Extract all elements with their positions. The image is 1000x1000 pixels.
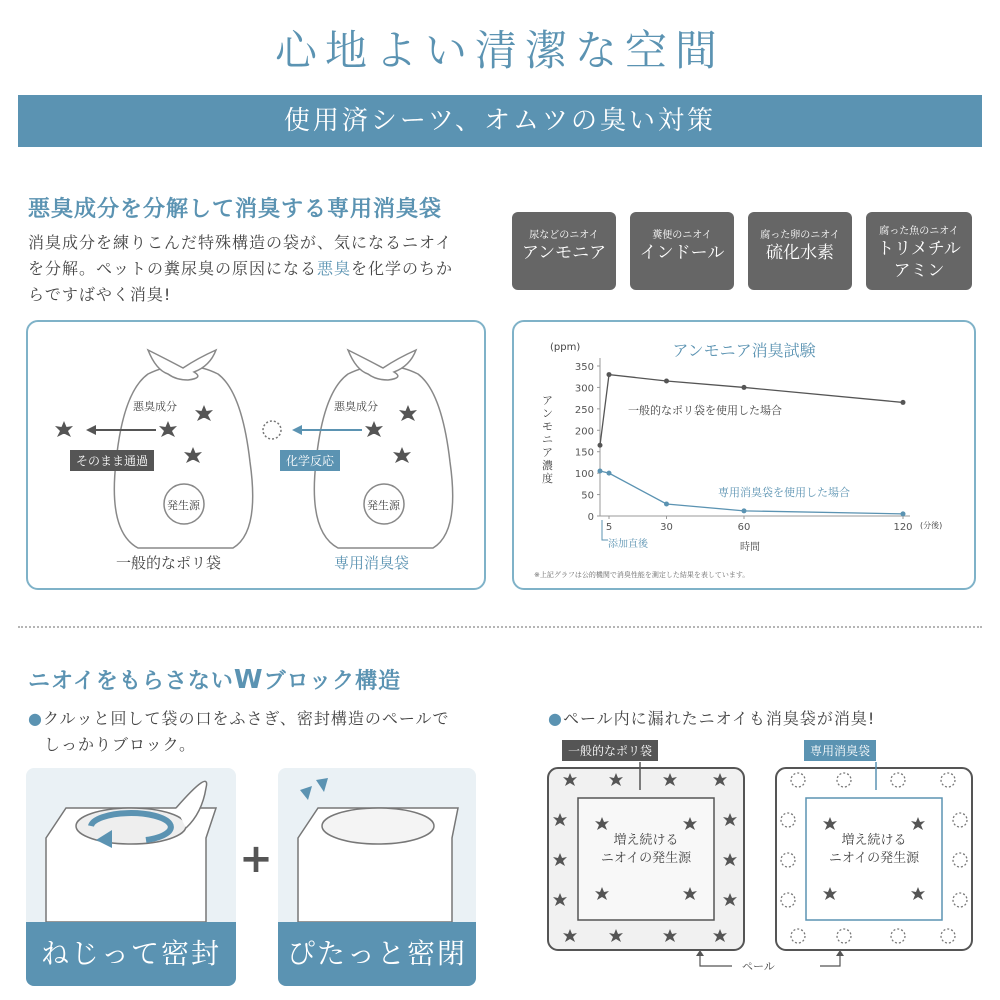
- chart-note: ※上記グラフは公的機関で消臭性能を測定した結果を表しています。: [534, 571, 750, 579]
- odor-dashed-icon: [263, 421, 281, 439]
- twist-seal-illustration: [26, 768, 236, 922]
- pail-left-tag: 一般的なポリ袋: [562, 740, 658, 761]
- chemical-reaction-tag: 化学反応: [280, 450, 340, 471]
- y-tick-label: 300: [574, 383, 594, 395]
- heading-part: ニオイをもらさない: [28, 669, 234, 694]
- tight-close-illustration: [278, 768, 476, 922]
- source-line: ニオイの発生源: [600, 851, 692, 866]
- series-line-2: [600, 471, 903, 514]
- legend-series-1: 一般的なポリ袋を使用した場合: [628, 404, 782, 417]
- x-tick-label: 30: [660, 522, 673, 533]
- odor-tag-ammonia: [512, 212, 616, 290]
- y-tick-label: 150: [574, 447, 594, 459]
- pail-label: ペール: [742, 960, 775, 973]
- plus-icon: +: [239, 836, 273, 882]
- ammonia-chart: [514, 322, 974, 588]
- odor-source-right: [806, 832, 942, 868]
- data-point: [598, 469, 603, 474]
- data-point: [607, 372, 612, 377]
- bullet1-line2: しっかりブロック。: [44, 735, 197, 754]
- y-axis-label: アンモニア濃度: [542, 394, 553, 485]
- odor-tag-hydrogen-sulfide: [748, 212, 852, 290]
- pail-right-tag: 専用消臭袋: [804, 740, 876, 761]
- text-part: を化学のちか: [351, 259, 454, 278]
- start-label: 添加直後: [608, 539, 648, 550]
- section1-text-line2: [28, 256, 508, 282]
- section2-bullet1: [28, 706, 498, 758]
- section1-text-line1: 消臭成分を練りこんだ特殊構造の袋が、気になるニオイ: [28, 233, 453, 252]
- pass-through-tag: そのまま通過: [70, 450, 154, 471]
- tag-big: トリメチル: [877, 239, 961, 259]
- legend-series-2: 専用消臭袋を使用した場合: [718, 486, 850, 499]
- tag-big: インドール: [639, 243, 725, 263]
- text-highlight: 悪臭: [317, 259, 352, 278]
- series-line-1: [600, 375, 903, 446]
- section1-heading: 悪臭成分を分解して消臭する専用消臭袋: [28, 197, 443, 222]
- y-unit: (ppm): [550, 342, 581, 353]
- bag-comparison-panel: [26, 320, 486, 590]
- tag-big: アンモニア: [521, 243, 607, 263]
- data-point: [901, 400, 906, 405]
- arrow-head-right: [292, 425, 302, 435]
- twist-seal-card: [26, 768, 236, 986]
- section1-text: [28, 230, 508, 308]
- pail-bracket: [700, 956, 732, 966]
- chart-title: アンモニア消臭試験: [672, 341, 816, 360]
- page-title: 心地よい清潔な空間: [274, 26, 725, 75]
- y-tick-label: 350: [574, 362, 594, 373]
- tight-close-card: [278, 768, 476, 986]
- pail-bracket: [820, 956, 840, 966]
- odor-tag-trimethylamine: [866, 212, 972, 290]
- tight-close-label: ぴたっと密閉: [278, 922, 476, 986]
- tag-small: 腐った魚のニオイ: [879, 226, 959, 237]
- data-point: [742, 385, 747, 390]
- y-tick-label: 200: [574, 426, 594, 438]
- data-point: [742, 508, 747, 513]
- x-unit: (分後): [920, 521, 943, 530]
- click-mark-icon: [300, 786, 312, 800]
- data-point: [664, 502, 669, 507]
- source-line: 増え続ける: [613, 833, 679, 848]
- right-bag-caption: 専用消臭袋: [334, 554, 410, 572]
- section2-heading: [28, 664, 401, 695]
- x-tick-label: 120: [893, 522, 913, 533]
- tag-big: アミン: [893, 261, 945, 281]
- odor-source-left: [578, 832, 714, 868]
- section-divider: [18, 626, 982, 628]
- x-axis-label: 時間: [740, 542, 760, 553]
- tag-big: 硫化水素: [766, 243, 834, 263]
- source-label-left: 発生源: [167, 499, 200, 512]
- x-tick-label: 60: [737, 522, 751, 533]
- bullet-dot-icon: ●: [28, 709, 43, 728]
- bullet1-line1: [28, 706, 498, 732]
- banner: 使用済シーツ、オムツの臭い対策: [18, 95, 982, 147]
- odor-star-icon: [55, 421, 73, 437]
- heading-part: ブロック構造: [263, 669, 402, 694]
- left-bag-caption: 一般的なポリ袋: [116, 554, 222, 572]
- data-point: [607, 471, 612, 476]
- bullet-text: ペール内に漏れたニオイも消臭袋が消臭!: [562, 709, 876, 728]
- tag-small: 糞便のニオイ: [652, 230, 712, 241]
- pail-diagrams: [540, 760, 980, 980]
- x-tick-label: 5: [605, 522, 613, 533]
- section1-text-line3: らですばやく消臭!: [28, 285, 172, 304]
- y-tick-label: 100: [574, 469, 594, 481]
- y-tick-label: 0: [587, 512, 594, 523]
- source-label-right: 発生源: [367, 499, 400, 512]
- heading-w: W: [233, 665, 264, 695]
- odor-label-left: 悪臭成分: [133, 400, 177, 413]
- odor-tag-indole: [630, 212, 734, 290]
- twist-seal-label: ねじって密封: [26, 922, 236, 986]
- data-point: [598, 443, 603, 448]
- chart-panel: [512, 320, 976, 590]
- data-point: [664, 379, 669, 384]
- text-part: を分解。ペットの糞尿臭の原因になる: [28, 259, 318, 278]
- tag-small: 尿などのニオイ: [529, 230, 599, 241]
- bullet-text: クルッと回して袋の口をふさぎ、密封構造のペールで: [42, 709, 450, 728]
- source-line: ニオイの発生源: [828, 851, 920, 866]
- data-point: [901, 511, 906, 516]
- tag-small: 腐った卵のニオイ: [760, 230, 840, 241]
- arrow-head-left: [86, 425, 96, 435]
- y-tick-label: 250: [574, 404, 594, 416]
- bullet-dot-icon: ●: [548, 709, 563, 728]
- source-line: 増え続ける: [841, 833, 907, 848]
- pail-lid-closed: [322, 808, 434, 844]
- click-mark-icon: [316, 778, 328, 792]
- odor-label-right: 悪臭成分: [334, 400, 378, 413]
- section2-bullet2: [548, 706, 875, 732]
- y-tick-label: 50: [581, 490, 594, 502]
